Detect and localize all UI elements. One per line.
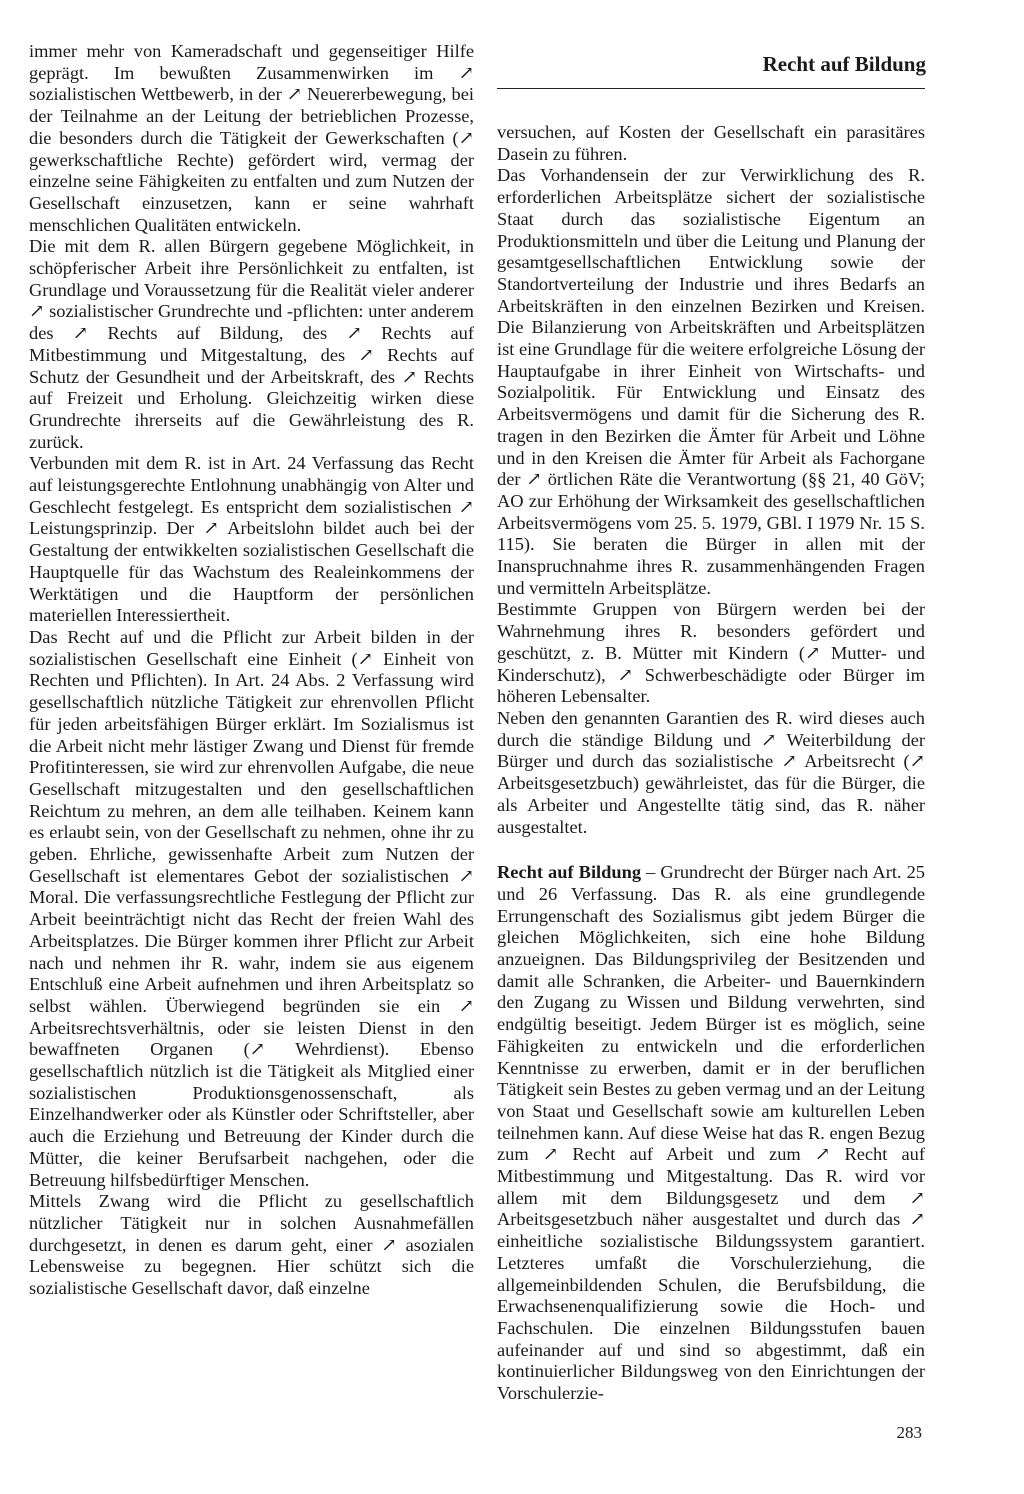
paragraph: immer mehr von Kameradschaft und gegenseitiger Hilfe geprägt. Im bewußten Zusammenwirken im ↗ sozialistischen Wettbewerb, in der ↗ Neuererbewegung, bei der Teilnahme an der Leitung der betrieblichen Prozesse, die besonders durch die Tätigkeit der Gewerkschaften (↗ gewerkschaftliche Rechte) gefördert wird, vermag der einzelne seine Fähigkeiten zu entfalten und zum Nutzen der Gesellschaft einzusetzen, kann er seine wahrhaft menschlichen Qualitäten entwickeln. (29, 41, 474, 235)
left-column (29, 41, 474, 1300)
header-rule (497, 88, 925, 89)
paragraph: Mittels Zwang wird die Pflicht zu gesellschaftlich nützlicher Tätigkeit nur in solchen Ausnahmefällen durchgesetzt, in denen es darum geht, einer ↗ asozialen Lebensweise zu begegnen. Hier schützt sich die sozialistische Gesellschaft davor, daß einzelne (29, 1191, 474, 1299)
right-column (497, 122, 925, 1405)
paragraph: Die mit dem R. allen Bürgern gegebene Möglichkeit, in schöpferischer Arbeit ihre Persönlichkeit zu entfalten, ist Grundlage und Voraussetzung für die Realität vieler anderer ↗ sozialistischer Grundrechte und -pflichten: unter anderem des ↗ Rechts auf Bildung, des ↗ Rechts auf Mitbestimmung und Mitgestaltung, des ↗ Rechts auf Schutz der Gesundheit und der Arbeitskraft, des ↗ Rechts auf Freizeit und Erholung. Gleichzeitig wirken diese Grundrechte ihrerseits auf die Gewährleistung des R. zurück. (29, 236, 474, 452)
entry-lemma: Recht auf Bildung (497, 862, 642, 883)
paragraph: Neben den genannten Garantien des R. wird dieses auch durch die ständige Bildung und ↗ Weiterbildung der Bürger und durch das sozialistische ↗ Arbeitsrecht (↗ Arbeitsgesetzbuch) gewährleistet, das für die Bürger, die als Arbeiter und Angestellte tätig sind, das R. näher ausgestaltet. (497, 707, 925, 837)
dictionary-entry (497, 862, 925, 1405)
paragraph: Das Vorhandensein der zur Verwirklichung des R. erforderlichen Arbeitsplätze sichert der sozialistische Staat durch das sozialistische Eigentum an Produktionsmitteln und über die Leitung und Planung der gesamtgesellschaftlichen Entwicklung sowie der Standortverteilung der Industrie und ihres Bedarfs an Arbeitskräften in den einzelnen Bezirken und Kreisen. Die Bilanzierung von Arbeitskräften und Arbeitsplätzen ist eine Grundlage für die weitere erfolgreiche Lösung der Hauptaufgabe in ihrer Einheit von Wirtschafts- und Sozialpolitik. Für Entwicklung und Einsatz des Arbeitsvermögens und damit für die Sicherung des R. tragen in den Bezirken die Ämter für Arbeit und Löhne und in den Kreisen die Ämter für Arbeit als Fachorgane der ↗ örtlichen Räte die Verantwortung (§§ 21, 40 GöV; AO zur Erhöhung der Wirksamkeit des gesellschaftlichen Arbeitsvermögens vom 25. 5. 1979, GBl. I 1979 Nr. 15 S. 115). Sie beraten die Bürger in allen mit der Inanspruchnahme ihres R. zusammenhängenden Fragen und vermitteln Arbeitsplätze. (497, 165, 925, 598)
paragraph: Bestimmte Gruppen von Bürgern werden bei der Wahrnehmung ihres R. besonders gefördert und geschützt, z. B. Mütter mit Kindern (↗ Mutter- und Kinderschutz), ↗ Schwerbeschädigte oder Bürger im höheren Lebensalter. (497, 599, 925, 707)
page-number: 283 (896, 1423, 922, 1442)
entry-text: – Grundrecht der Bürger nach Art. 25 und 26 Verfassung. Das R. als eine grundlegende Errungenschaft des Sozialismus gibt jedem Bürger die gleichen Möglichkeiten, sich eine hohe Bildung anzueignen. Das Bildungsprivileg der Besitzenden und damit alle Schranken, die Arbeiter- und Bauernkindern den Zugang zu Wissen und Bildung verwehrten, sind endgültig beseitigt. Jedem Bürger ist es möglich, seine Fähigkeiten zu entwickeln und die erforderlichen Kenntnisse zu erwerben, damit er in der beruflichen Tätigkeit sein Bestes zu geben vermag und an der Leitung von Staat und Gesellschaft sowie am kulturellen Leben teilnehmen kann. Auf diese Weise hat das R. engen Bezug zum ↗ Recht auf Arbeit und zum ↗ Recht auf Mitbestimmung und Mitgestaltung. Das R. wird vor allem mit dem Bildungsgesetz und dem ↗ Arbeitsgesetzbuch näher ausgestaltet und durch das ↗ einheitliche sozialistische Bildungssystem garantiert. Letzteres umfaßt die Vorschulerziehung, die allgemeinbildenden Schulen, die Berufsbildung, die Erwachsenenqualifizierung sowie die Hoch- und Fachschulen. Die einzelnen Bildungsstufen bauen aufeinander auf und sind so abgestimmt, daß ein kontinuierlicher Bildungsweg von den Einrichtungen der Vorschulerzie- (497, 862, 925, 1404)
paragraph: Verbunden mit dem R. ist in Art. 24 Verfassung das Recht auf leistungsgerechte Entlohnung unabhängig von Alter und Geschlecht festgelegt. Es entspricht dem sozialistischen ↗ Leistungsprinzip. Der ↗ Arbeitslohn bildet auch bei der Gestaltung der entwikkelten sozialistischen Gesellschaft die Hauptquelle für das Wachstum des Realeinkommens der Werktätigen und die Hauptform der persönlichen materiellen Interessiertheit. (29, 453, 474, 626)
paragraph: Das Recht auf und die Pflicht zur Arbeit bilden in der sozialistischen Gesellschaft eine Einheit (↗ Einheit von Rechten und Pflichten). In Art. 24 Abs. 2 Verfassung wird gesellschaftlich nützliche Tätigkeit zur ehrenvollen Pflicht für jeden arbeitsfähigen Bürger erklärt. Im Sozialismus ist die Arbeit nicht mehr lästiger Zwang und Dienst für fremde Profitinteressen, sie wird zur ehrenvollen Aufgabe, die neue Gesellschaft mitzugestalten und den gesellschaftlichen Reichtum zu mehren, an dem alle teilhaben. Keinem kann es erlaubt sein, von der Gesellschaft zu nehmen, ohne ihr zu geben. Ehrliche, gewissenhafte Arbeit zum Nutzen der Gesellschaft ist elementares Gebot der sozialistischen ↗ Moral. Die verfassungsrechtliche Festlegung der Pflicht zur Arbeit beeinträchtigt nicht das Recht der freien Wahl des Arbeitsplatzes. Die Bürger kommen ihrer Pflicht zur Arbeit nach und nehmen ihr R. wahr, indem sie aus eigenem Entschluß eine Arbeit aufnehmen und ihren Arbeitsplatz so selbst wählen. Überwiegend begründen sie ein ↗ Arbeitsrechtsverhältnis, oder sie leisten Dienst in den bewaffneten Organen (↗ Wehrdienst). Ebenso gesellschaftlich nützlich ist die Tätigkeit als Mitglied einer sozialistischen Produktionsgenossenschaft, als Einzelhandwerker oder als Künstler oder Schriftsteller, aber auch die Erziehung und Betreuung der Kinder durch die Mütter, die keiner Berufsarbeit nachgehen, oder die Betreuung hilfsbedürftiger Menschen. (29, 626, 474, 1190)
paragraph: versuchen, auf Kosten der Gesellschaft ein parasitäres Dasein zu führen. (497, 122, 925, 164)
running-head: Recht auf Bildung (762, 52, 926, 76)
